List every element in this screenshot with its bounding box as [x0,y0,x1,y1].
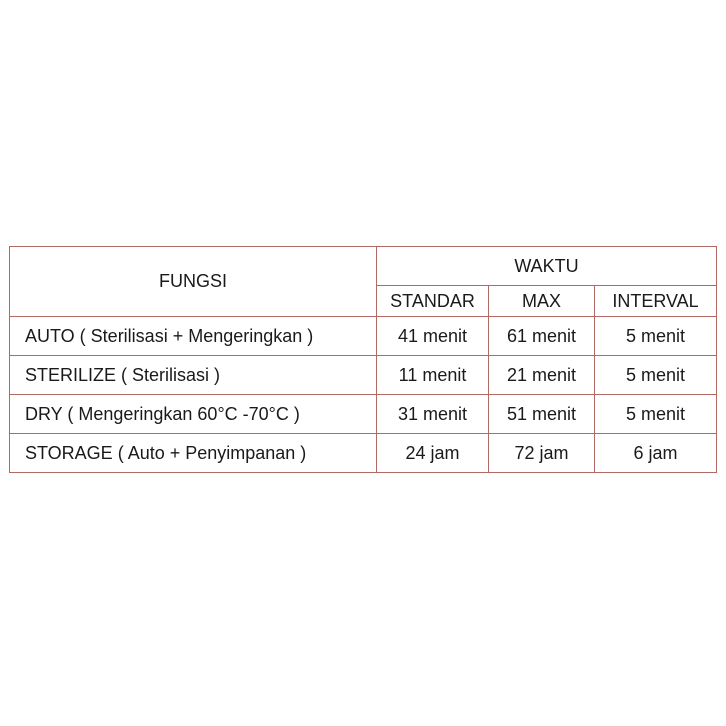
max-cell: 72 jam [489,434,595,473]
function-time-table-container [9,246,716,473]
fungsi-cell: DRY ( Mengeringkan 60°C -70°C ) [10,395,377,434]
max-cell: 61 menit [489,317,595,356]
fungsi-cell: STORAGE ( Auto + Penyimpanan ) [10,434,377,473]
header-waktu: WAKTU [377,247,717,286]
max-cell: 51 menit [489,395,595,434]
header-max: MAX [489,286,595,317]
max-cell: 21 menit [489,356,595,395]
header-standar: STANDAR [377,286,489,317]
standar-cell: 41 menit [377,317,489,356]
table-row-sterilize [10,356,717,395]
standar-cell: 11 menit [377,356,489,395]
header-interval: INTERVAL [595,286,717,317]
interval-cell: 5 menit [595,395,717,434]
header-row-top [10,247,717,286]
table-row-auto [10,317,717,356]
header-fungsi: FUNGSI [10,247,377,317]
standar-cell: 31 menit [377,395,489,434]
interval-cell: 5 menit [595,356,717,395]
interval-cell: 5 menit [595,317,717,356]
standar-cell: 24 jam [377,434,489,473]
interval-cell: 6 jam [595,434,717,473]
fungsi-cell: AUTO ( Sterilisasi + Mengeringkan ) [10,317,377,356]
fungsi-cell: STERILIZE ( Sterilisasi ) [10,356,377,395]
table-row-dry [10,395,717,434]
function-time-table [9,246,717,473]
table-row-storage [10,434,717,473]
